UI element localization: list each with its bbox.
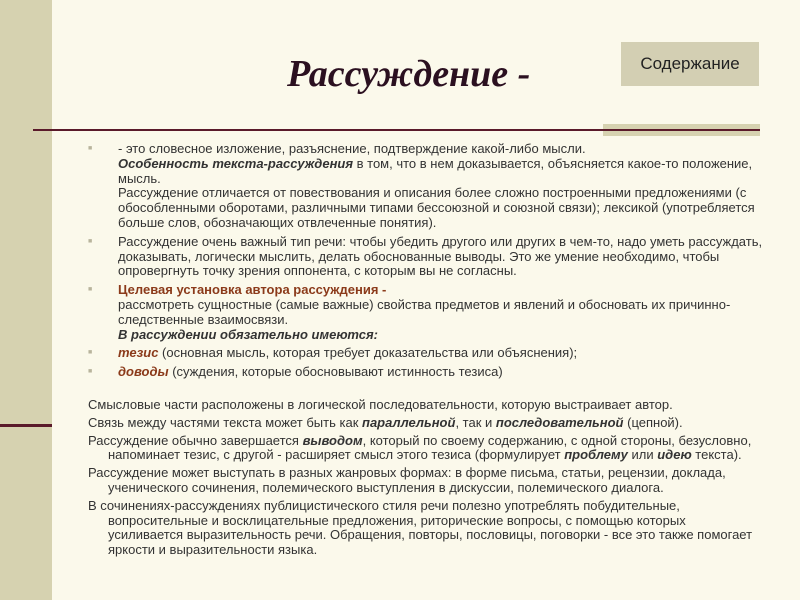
- slide-title: Рассуждение -: [287, 53, 531, 95]
- paragraph-publicistic: В сочинениях-рассуждениях публицистического стиля речи полезно употреблять побудительные, вопросительные и восклицательные предложения, риторические вопросы, с помощью которых усиливается выразительность речи. Обращения, повторы, пословицы, поговорки - все это также помогает яркости и выразительности языка.: [88, 497, 753, 558]
- importance-text: ■ Рассуждение очень важный тип речи: чтобы убедить другого или других в чем-то, надо уметь рассуждать, доказывать, логически мыслить, делать обоснованные выводы. Это же умение необходимо, чтобы опровергнуть точку зрения оппонента, с которым вы не согласны.: [118, 233, 763, 279]
- paragraph-conclusion: [88, 434, 760, 464]
- connection-text-e: (цепной).: [623, 414, 683, 430]
- contents-button[interactable]: Содержание: [621, 42, 759, 86]
- left-sidebar-bar: [0, 0, 52, 600]
- title-divider: [33, 129, 603, 131]
- goal-label: ■ Целевая установка автора рассуждения -: [118, 282, 387, 298]
- connection-parallel: параллельной: [362, 414, 456, 430]
- conclusion-text-c: , который по своему содержанию, с одной стороны, безусловно, напоминает тезис, с другой - расширяет смысл этого тезиса (формулирует: [108, 432, 752, 463]
- list-item: [88, 346, 768, 361]
- feature-rest: в том, что в нем доказывается, объясняется какое-то положение, мысль.: [118, 155, 753, 186]
- thesis-term: тезис: [118, 345, 159, 361]
- feature-text: [118, 157, 768, 187]
- must-have-label: В рассуждении обязательно имеются:: [118, 326, 378, 342]
- paragraph-genres: Рассуждение может выступать в разных жанровых формах: в форме письма, статьи, рецензии, доклада, ученического сочинения, полемического выступления в дискуссии, полемического диалога.: [88, 465, 726, 495]
- difference-text: Рассуждение отличается от повествования и описания более сложно построенными предложениями (с обособленными оборотами, различными типами бессоюзной и союзной связи); лексикой (употребляется больше слов, обозначающих отвлеченные понятия).: [118, 185, 755, 230]
- list-item: [88, 142, 768, 231]
- problem-term: проблему: [564, 447, 628, 463]
- list-item: [88, 235, 768, 279]
- feature-label: Особенность текста-рассуждения: [118, 155, 354, 171]
- conclusion-text-e: или: [627, 447, 658, 463]
- arguments-text: [118, 365, 768, 380]
- list-item: [88, 283, 768, 342]
- connection-text-a: Связь между частями текста может быть как: [88, 414, 362, 430]
- connection-sequential: последовательной: [495, 414, 624, 430]
- connection-text-c: , так и: [455, 414, 496, 430]
- bottom-text-block: [88, 398, 760, 561]
- paragraph-connection: [88, 416, 760, 431]
- list-item: [88, 365, 768, 380]
- paragraph-semantic-parts: Смысловые части расположены в логической последовательности, которую выстраивает автор.: [88, 397, 673, 412]
- conclusion-text-a: Рассуждение обычно завершается: [88, 432, 303, 448]
- conclusion-term: выводом: [302, 432, 363, 448]
- idea-term: идею: [657, 447, 692, 463]
- arguments-rest: (суждения, которые обосновывают истинность тезиса): [168, 364, 503, 380]
- title-divider-accent: [603, 124, 760, 136]
- thesis-rest: (основная мысль, которая требует доказательства или объяснения);: [158, 345, 578, 361]
- bullet-list: [88, 142, 768, 384]
- thesis-text: [118, 346, 768, 361]
- sidebar-divider: [0, 424, 52, 427]
- conclusion-text-g: текста).: [691, 447, 742, 463]
- goal-text: рассмотреть сущностные (самые важные) свойства предметов и явлений и обосновать их причинно-следственные взаимосвязи.: [118, 296, 731, 327]
- arguments-term: доводы: [118, 364, 169, 380]
- definition-text: ■ - это словесное изложение, разъяснение, подтверждение какой-либо мысли.: [118, 141, 586, 156]
